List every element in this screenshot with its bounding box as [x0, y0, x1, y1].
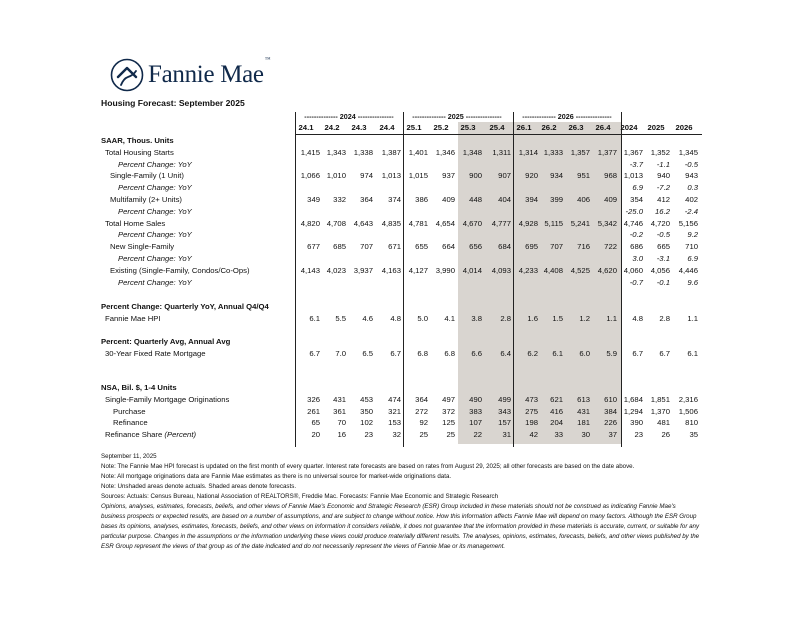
- quarter-value: 23: [364, 430, 373, 440]
- quarter-value: 4.6: [362, 313, 373, 323]
- quarter-value: 153: [388, 418, 401, 428]
- quarter-header: 24.4: [379, 123, 395, 132]
- quarter-value: 31: [502, 430, 511, 440]
- quarter-value: 6.7: [390, 348, 401, 358]
- quarter-value: 70: [337, 418, 346, 428]
- quarter-value: 1,348: [462, 147, 482, 157]
- quarter-value: 907: [498, 171, 511, 181]
- quarter-value: 1,066: [300, 171, 320, 181]
- quarter-value: 181: [577, 418, 590, 428]
- annual-value: -25.0: [625, 206, 643, 216]
- row-label-text: Total Home Sales: [105, 218, 166, 228]
- row-label-text: Percent Change: YoY: [118, 254, 192, 263]
- quarter-value: 934: [550, 171, 563, 181]
- quarter-value: 6.2: [527, 348, 538, 358]
- quarter-value: 364: [415, 394, 428, 404]
- quarter-value: 920: [525, 171, 538, 181]
- annual-value: -2.4: [684, 206, 698, 216]
- quarter-value: 6.7: [309, 348, 320, 358]
- row-label: [110, 242, 174, 252]
- quarter-value: 157: [498, 418, 511, 428]
- annual-value: 402: [685, 195, 698, 204]
- row-label: [105, 395, 229, 405]
- quarter-value: 1.6: [527, 313, 538, 323]
- quarter-value: 453: [360, 394, 373, 404]
- row-label: [110, 171, 184, 181]
- quarter-value: 326: [307, 394, 320, 404]
- quarter-value: 3.8: [471, 313, 482, 323]
- quarter-value: 1,346: [435, 147, 455, 157]
- annual-value: 1,294: [623, 406, 643, 416]
- annual-value: 35: [689, 430, 698, 440]
- annual-value: -0.1: [656, 277, 670, 287]
- row-label-text: Refinance: [113, 418, 148, 428]
- quarter-value: 5.5: [335, 313, 346, 323]
- quarter-value: 404: [498, 195, 511, 204]
- quarter-value: 684: [498, 242, 511, 252]
- quarter-value: 937: [442, 171, 455, 181]
- quarter-value: 4,708: [326, 218, 346, 228]
- notes-date: September 11, 2025: [101, 453, 157, 460]
- quarter-value: 1.2: [579, 313, 590, 323]
- percent-change-label: [118, 160, 192, 170]
- header-rule: [295, 134, 702, 135]
- quarter-value: 4,014: [462, 265, 482, 275]
- quarter-value: 1,013: [381, 171, 401, 181]
- annual-value: -0.5: [684, 159, 698, 169]
- quarter-value: 383: [469, 406, 482, 416]
- annual-value: 6.9: [632, 183, 643, 193]
- note-line: Note: Unshaded areas denote actuals. Shaded areas denote forecasts.: [101, 483, 297, 490]
- note-line: Sources: Actuals: Census Bureau, National Association of REALTORS®, Freddie Mac. Forecasts: Fannie Mae Economic and Strategic Research: [101, 493, 499, 500]
- quarter-value: 399: [550, 195, 563, 204]
- section-title: NSA, Bil. $, 1-4 Units: [101, 383, 177, 392]
- quarter-value: 4,670: [462, 218, 482, 228]
- row-label: [105, 349, 206, 359]
- annual-value: 1,345: [678, 147, 698, 157]
- annual-value: -0.5: [656, 230, 670, 240]
- row-label: [105, 430, 196, 440]
- quarter-value: 3,990: [435, 265, 455, 275]
- quarter-value: 198: [525, 418, 538, 428]
- annual-value: 0.3: [687, 183, 698, 193]
- annual-value: 2,316: [678, 394, 698, 404]
- row-label-text: Refinance Share: [105, 430, 163, 440]
- annual-value: 2.8: [659, 313, 670, 323]
- annual-value: 810: [685, 418, 698, 428]
- quarter-value: 4,643: [353, 218, 373, 228]
- quarter-value: 5.0: [417, 313, 428, 323]
- percent-change-label: [118, 254, 192, 264]
- quarter-value: 716: [577, 242, 590, 252]
- row-label-text: Percent Change: YoY: [118, 206, 192, 216]
- quarter-value: 1,377: [597, 147, 617, 157]
- annual-value: 16.2: [655, 206, 670, 216]
- quarter-value: 6.6: [471, 348, 482, 358]
- quarter-value: 416: [550, 406, 563, 416]
- year-group-header: -------------- 2024 ---------------: [304, 112, 394, 121]
- annual-header: 2024: [620, 123, 638, 132]
- annual-value: 390: [630, 418, 643, 428]
- annual-value: 1,367: [623, 147, 643, 157]
- annual-value: 665: [657, 242, 670, 252]
- quarter-value: 65: [311, 418, 320, 428]
- annual-header: 2025: [647, 123, 665, 132]
- annual-value: -3.1: [656, 254, 670, 263]
- disclaimer-text: Opinions, analyses, estimates, forecasts, beliefs, and other views of Fannie Mae's Economic and Strategic Research (ESR) Group included in these materials should not be construed as indicating Fannie Mae's business prospects or expected results, are based on a number of assumptions, and are subject to change without notice. How this information affects Fannie Mae will depend on many factors. Although the ESR Group bases its opinions, analyses, estimates, forecasts, beliefs, and other views on information it considers reliable, it does not guarantee that the information provided in these materials is accurate, current, or suitable for any particular purpose. Changes in the assumptions or the information underlying these views could produce materially different results. The analyses, opinions, estimates, forecasts, beliefs, and other views published by the ESR Group represent the views of that group as of the date indicated and do not necessarily represent the views of Fannie Mae or its management.: [101, 503, 700, 550]
- annual-value: 412: [657, 195, 670, 204]
- quarter-value: 25: [446, 430, 455, 440]
- annual-value: 940: [657, 171, 670, 181]
- quarter-value: 409: [442, 195, 455, 204]
- quarter-value: 4,023: [326, 265, 346, 275]
- section-title: Percent: Quarterly Avg, Annual Avg: [101, 337, 231, 346]
- percent-change-label: [118, 230, 192, 240]
- annual-value: 6.1: [687, 348, 698, 358]
- quarter-value: 3,937: [353, 265, 373, 275]
- quarter-header: 25.2: [433, 123, 449, 132]
- annual-value: 3.0: [632, 254, 643, 263]
- annual-value: 1,851: [650, 394, 670, 404]
- quarter-value: 621: [550, 394, 563, 404]
- quarter-value: 343: [498, 406, 511, 416]
- quarter-value: 92: [419, 418, 428, 428]
- quarter-value: 1,333: [543, 147, 563, 157]
- annual-value: -0.2: [629, 230, 643, 240]
- annual-value: 1,506: [678, 406, 698, 416]
- annual-value: 6.7: [659, 348, 670, 358]
- quarter-value: 102: [360, 418, 373, 428]
- annual-value: 4,720: [650, 218, 670, 228]
- quarter-value: 22: [473, 430, 482, 440]
- quarter-value: 1.5: [552, 313, 563, 323]
- quarter-value: 4,835: [381, 218, 401, 228]
- quarter-value: 386: [415, 195, 428, 204]
- row-label-suffix: (Percent): [162, 430, 197, 440]
- quarter-value: 610: [604, 394, 617, 404]
- quarter-value: 321: [388, 406, 401, 416]
- annual-value: 1,684: [623, 394, 643, 404]
- quarter-header: 24.1: [298, 123, 314, 132]
- quarter-value: 656: [469, 242, 482, 252]
- quarter-value: 431: [577, 406, 590, 416]
- annual-value: 1,370: [650, 406, 670, 416]
- row-label: [113, 418, 148, 428]
- row-label-text: Existing (Single-Family, Condos/Co-Ops): [110, 265, 250, 275]
- quarter-value: 490: [469, 394, 482, 404]
- quarter-header: 26.2: [541, 123, 557, 132]
- quarter-value: 107: [469, 418, 482, 428]
- annual-value: 481: [657, 418, 670, 428]
- quarter-value: 361: [333, 406, 346, 416]
- annual-value: 5,156: [678, 218, 698, 228]
- quarter-value: 4,781: [408, 218, 428, 228]
- quarter-value: 1,343: [326, 147, 346, 157]
- row-label-text: New Single-Family: [110, 242, 175, 252]
- year-group-header: -------------- 2025 ---------------: [412, 112, 502, 121]
- quarter-value: 1,338: [353, 147, 373, 157]
- quarter-value: 448: [469, 195, 482, 204]
- quarter-value: 6.0: [579, 348, 590, 358]
- quarter-value: 499: [498, 394, 511, 404]
- row-label: [105, 219, 165, 229]
- quarter-value: 1,015: [408, 171, 428, 181]
- quarter-header: 25.4: [489, 123, 505, 132]
- annual-value: 9.2: [687, 230, 698, 240]
- annual-value: -1.1: [656, 159, 670, 169]
- quarter-value: 33: [554, 430, 563, 440]
- annual-header: 2026: [675, 123, 693, 132]
- annual-value: 1,352: [650, 147, 670, 157]
- quarter-header: 25.1: [406, 123, 422, 132]
- quarter-value: 474: [388, 394, 401, 404]
- note-line: Note: The Fannie Mae HPI forecast is updated on the first month of every quarter. Interest rate forecasts are based on rates from August 29, 2025; all other forecasts are based on the date above.: [101, 463, 635, 470]
- quarter-value: 4,163: [381, 265, 401, 275]
- quarter-value: 1,010: [326, 171, 346, 181]
- quarter-value: 25: [419, 430, 428, 440]
- annual-value: 6.9: [687, 254, 698, 263]
- quarter-value: 6.8: [444, 348, 455, 358]
- brand-name: Fannie Mae™: [148, 57, 271, 88]
- quarter-header: 24.3: [351, 123, 367, 132]
- quarter-value: 374: [388, 195, 401, 204]
- quarter-value: 30: [581, 430, 590, 440]
- annual-value: 4.8: [632, 313, 643, 323]
- quarter-value: 677: [307, 242, 320, 252]
- row-label: [105, 314, 161, 324]
- quarter-value: 42: [529, 430, 538, 440]
- quarter-value: 384: [604, 406, 617, 416]
- notes-block: [101, 452, 701, 552]
- quarter-value: 4.8: [390, 313, 401, 323]
- row-label-text: Percent Change: YoY: [118, 159, 192, 169]
- quarter-value: 900: [469, 171, 482, 181]
- quarter-header: 26.1: [516, 123, 532, 132]
- quarter-value: 4,093: [491, 265, 511, 275]
- annual-value: 943: [685, 171, 698, 181]
- quarter-value: 272: [415, 406, 428, 416]
- quarter-value: 406: [577, 195, 590, 204]
- quarter-value: 4,620: [597, 265, 617, 275]
- row-label-text: Single-Family (1 Unit): [110, 171, 184, 181]
- quarter-value: 6.1: [552, 348, 563, 358]
- quarter-value: 707: [360, 242, 373, 252]
- quarter-value: 968: [604, 171, 617, 181]
- quarter-value: 16: [337, 430, 346, 440]
- quarter-value: 275: [525, 406, 538, 416]
- quarter-value: 4,777: [491, 218, 511, 228]
- percent-change-label: [118, 278, 192, 288]
- quarter-value: 1,401: [408, 147, 428, 157]
- annual-value: -0.7: [629, 277, 643, 287]
- quarter-value: 372: [442, 406, 455, 416]
- quarter-value: 4,820: [300, 218, 320, 228]
- quarter-value: 4,143: [300, 265, 320, 275]
- annual-value: 4,746: [623, 218, 643, 228]
- quarter-value: 4,525: [570, 265, 590, 275]
- quarter-value: 37: [608, 430, 617, 440]
- quarter-value: 685: [333, 242, 346, 252]
- quarter-value: 125: [442, 418, 455, 428]
- quarter-value: 4,127: [408, 265, 428, 275]
- quarter-value: 4,654: [435, 218, 455, 228]
- year-group-header: -------------- 2026 ---------------: [522, 112, 612, 121]
- annual-value: 9.6: [687, 277, 698, 287]
- section-title: SAAR, Thous. Units: [101, 136, 174, 145]
- quarter-value: 1,357: [570, 147, 590, 157]
- quarter-value: 332: [333, 195, 346, 204]
- quarter-value: 394: [525, 195, 538, 204]
- annual-value: 23: [634, 430, 643, 440]
- note-line: Note: All mortgage originations data are Fannie Mae estimates as there is no universal source for market-wide originations data.: [101, 473, 452, 480]
- quarter-value: 4,233: [518, 265, 538, 275]
- row-label-text: 30-Year Fixed Rate Mortgage: [105, 348, 206, 358]
- quarter-value: 261: [307, 406, 320, 416]
- quarter-header: 25.3: [460, 123, 476, 132]
- quarter-value: 951: [577, 171, 590, 181]
- annual-value: 686: [630, 242, 643, 252]
- quarter-value: 349: [307, 195, 320, 204]
- quarter-header: 24.2: [324, 123, 340, 132]
- quarter-value: 1,314: [518, 147, 538, 157]
- annual-value: 6.7: [632, 348, 643, 358]
- row-label: [105, 148, 174, 158]
- annual-value: -3.7: [629, 159, 643, 169]
- quarter-value: 5,241: [570, 218, 590, 228]
- quarter-value: 4.1: [444, 313, 455, 323]
- quarter-value: 664: [442, 242, 455, 252]
- row-label: [110, 195, 182, 205]
- row-label-text: Percent Change: YoY: [118, 230, 192, 240]
- annual-value: 354: [630, 195, 643, 204]
- row-label-text: Total Housing Starts: [105, 147, 174, 157]
- quarter-header: 26.4: [595, 123, 611, 132]
- percent-change-label: [118, 207, 192, 217]
- quarter-value: 707: [550, 242, 563, 252]
- quarter-value: 5,115: [544, 218, 563, 228]
- row-label-text: Percent Change: YoY: [118, 277, 192, 287]
- quarter-value: 5.9: [606, 348, 617, 358]
- quarter-value: 6.1: [309, 313, 320, 323]
- quarter-value: 5,342: [597, 218, 617, 228]
- annual-value: -7.2: [656, 183, 670, 193]
- quarter-value: 1,415: [300, 147, 320, 157]
- row-label: [110, 266, 250, 276]
- row-label-text: Multifamily (2+ Units): [110, 195, 182, 204]
- quarter-value: 364: [360, 195, 373, 204]
- quarter-value: 4,408: [543, 265, 563, 275]
- quarter-value: 431: [333, 394, 346, 404]
- quarter-value: 4,928: [518, 218, 538, 228]
- quarter-value: 32: [392, 430, 401, 440]
- quarter-header: 26.3: [568, 123, 584, 132]
- quarter-value: 1,387: [381, 147, 401, 157]
- section-title: Percent Change: Quarterly YoY, Annual Q4/Q4: [101, 302, 269, 311]
- quarter-value: 473: [525, 394, 538, 404]
- percent-change-label: [118, 183, 192, 193]
- quarter-value: 226: [604, 418, 617, 428]
- quarter-value: 6.4: [500, 348, 511, 358]
- annual-value: 4,446: [678, 265, 698, 275]
- row-label-text: Percent Change: YoY: [118, 183, 192, 193]
- quarter-value: 974: [360, 171, 373, 181]
- quarter-value: 204: [550, 418, 563, 428]
- quarter-value: 1.1: [606, 313, 617, 323]
- quarter-value: 2.8: [500, 313, 511, 323]
- row-label-text: Fannie Mae HPI: [105, 313, 161, 323]
- annual-value: 710: [685, 242, 698, 252]
- quarter-value: 350: [360, 406, 373, 416]
- annual-value: 1.1: [687, 313, 698, 323]
- quarter-value: 20: [311, 430, 320, 440]
- row-label: [113, 407, 145, 417]
- quarter-value: 497: [442, 394, 455, 404]
- row-label-text: Purchase: [113, 406, 146, 416]
- annual-value: 4,056: [650, 265, 670, 275]
- quarter-value: 6.8: [417, 348, 428, 358]
- quarter-value: 6.5: [362, 348, 373, 358]
- quarter-value: 7.0: [335, 348, 346, 358]
- annual-value: 1,013: [623, 171, 643, 181]
- row-label-text: Single-Family Mortgage Originations: [105, 394, 230, 404]
- quarter-value: 695: [525, 242, 538, 252]
- annual-value: 26: [661, 430, 670, 440]
- quarter-value: 655: [415, 242, 428, 252]
- quarter-value: 671: [388, 242, 401, 252]
- report-title: Housing Forecast: September 2025: [101, 98, 245, 108]
- quarter-value: 613: [577, 394, 590, 404]
- annual-value: 4,060: [623, 265, 643, 275]
- quarter-value: 409: [604, 195, 617, 204]
- quarter-value: 1,311: [492, 147, 511, 157]
- quarter-value: 722: [604, 242, 617, 252]
